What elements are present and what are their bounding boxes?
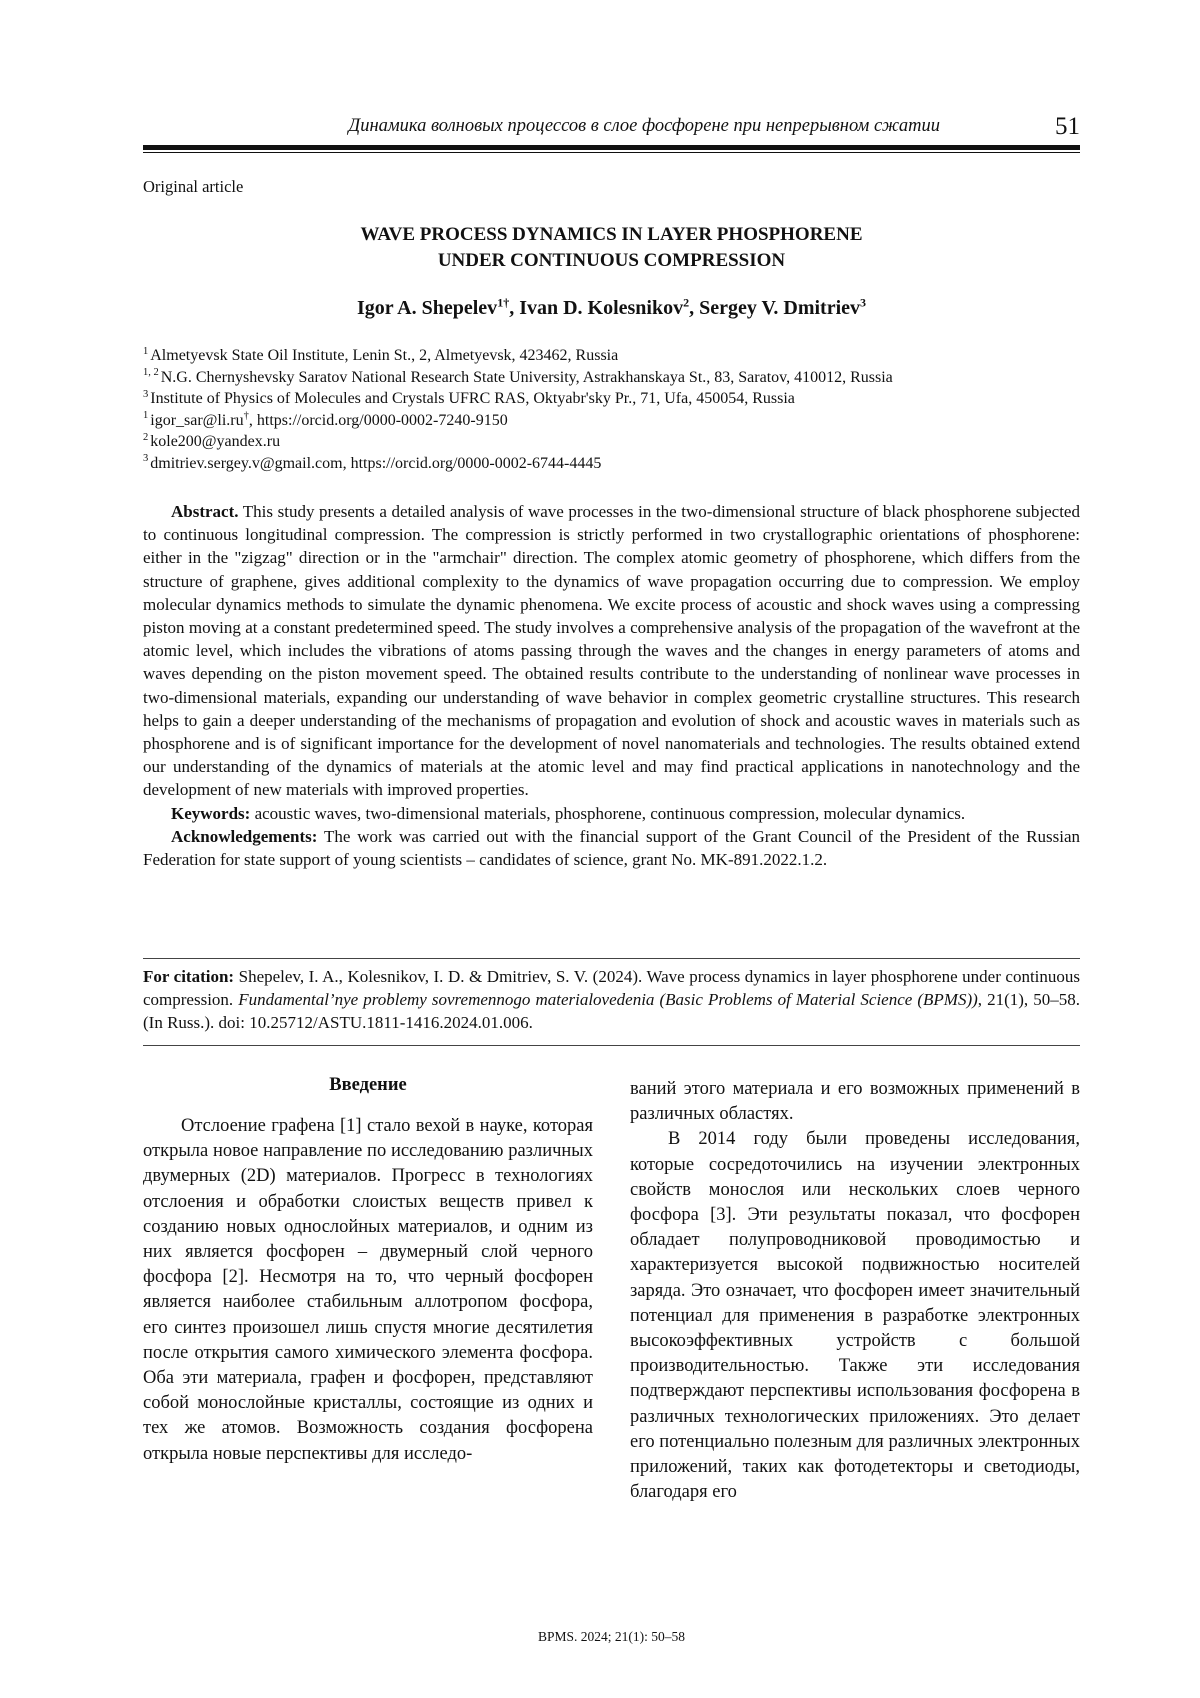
keywords-label: Keywords:: [171, 803, 251, 823]
article-title: [143, 222, 1080, 274]
body-paragraph-continuation: ваний этого материала и его возможных применений в различных областях.: [630, 1079, 1080, 1125]
orcid-link[interactable]: , https://orcid.org/0000-0002-7240-9150: [248, 411, 508, 429]
author-sup: 3: [860, 295, 867, 310]
author-name: Sergey V. Dmitriev: [699, 297, 861, 319]
author-sup: 1†: [497, 295, 510, 310]
abstract-label: Abstract.: [171, 502, 239, 521]
affiliation-sup: 1: [143, 345, 149, 357]
body-column-right: [630, 1077, 1080, 1505]
citation-paragraph: [143, 965, 1080, 1035]
author-name: Ivan D. Kolesnikov: [519, 297, 684, 319]
title-line-1: WAVE PROCESS DYNAMICS IN LAYER PHOSPHORENE: [360, 224, 863, 245]
affiliation-sup: 3: [143, 388, 149, 400]
affiliation-line: [143, 345, 1080, 367]
affiliation-line: [143, 367, 1080, 389]
author-name: Igor A. Shepelev: [356, 297, 498, 319]
contact-sup: 2: [143, 431, 149, 443]
abstract-paragraph: [143, 500, 1080, 802]
body-paragraph: Отслоение графена [1] стало вехой в науке, которая открыла новое направление по исследованию различных двумерных (2D) материалов. Прогресс в технологиях отслоения и обработки слоистых веществ привел к созданию новых однослойных материалов, и одним из них является фосфорен – двумерный слой черного фосфора [2]. Несмотря на то, что черный фосфорен является наиболее стабильным аллотропом фосфора, его синтез произошел лишь спустя многие десятилетия после открытия самого химического элемента фосфора. Оба эти материала, графен и фосфорен, представляют собой монослойные кристаллы, состоящие из одних и тех же атомов. Возможность создания фосфорена открыла новые перспективы для исследо-: [143, 1116, 593, 1464]
author-sup: 2: [683, 295, 690, 310]
affiliation-text: N.G. Chernyshevsky Saratov National Research State University, Astrakhanskaya St., 83, Saratov, 410012, Russia: [160, 368, 893, 386]
contact-sup: 1: [143, 410, 149, 422]
page-footer: BPMS. 2024; 21(1): 50–58: [537, 1629, 686, 1644]
keywords-text: acoustic waves, two-dimensional materials, phosphorene, continuous compression, molecular dynamics.: [254, 803, 966, 823]
email-link[interactable]: igor_sar@li.ru: [150, 411, 244, 429]
acknowledgements-text: The work was carried out with the financial support of the Grant Council of the President of the Russian Federation for state support of young scientists – candidates of science, grant No. MK-891.2022.1.2.: [143, 826, 1080, 870]
citation-text: Shepelev, I. A., Kolesnikov, I. D. & Dmitriev, S. V. (2024). Wave process dynamics in layer phosphorene under continuous compression.: [143, 967, 1080, 1010]
contact-line: [143, 410, 1080, 432]
orcid-link[interactable]: , https://orcid.org/0000-0002-6744-4445: [342, 454, 602, 472]
body-column-left: [143, 1073, 593, 1467]
affiliations: [143, 345, 1080, 474]
section-heading: Введение: [329, 1075, 407, 1095]
corresponding-mark: †: [243, 410, 249, 422]
keywords-paragraph: [143, 802, 1080, 825]
body-paragraph: В 2014 году были проведены исследования, которые сосредоточились на изучении электронных свойств монослоя или нескольких слоев черного фосфора [3]. Эти результаты показал, что фосфорен обладает полупроводниковой проводимостью и характеризуется высокой подвижностью носителей заряда. Это означает, что фосфорен имеет значительный потенциал для применения в разработке электронных высокоэффективных устройств с большой производительностью. Также эти исследования подтверждают перспективы использования фосфорена в различных технологических приложениях. Это делает его потенциально полезным для различных электронных приложений, таких как фотодетекторы и светодиоды, благодаря его: [630, 1129, 1080, 1503]
running-title: Динамика волновых процессов в слое фосфорене при непрерывном сжатии: [348, 116, 940, 136]
title-line-2: UNDER CONTINUOUS COMPRESSION: [437, 250, 786, 271]
header-rule-thick: [143, 145, 1080, 150]
email-link[interactable]: dmitriev.sergey.v@gmail.com: [150, 454, 343, 472]
affiliation-sup: 1, 2: [143, 367, 159, 379]
email-link[interactable]: kole200@yandex.ru: [150, 433, 281, 450]
contact-line: [143, 453, 1080, 475]
citation-doi: , 21(1), 50–58. (In Russ.). doi: 10.25712/ASTU.1811-1416.2024.01.006.: [143, 990, 1080, 1033]
contact-sup: 3: [143, 453, 149, 465]
acknowledgements-paragraph: [143, 825, 1080, 871]
citation-label: For citation:: [143, 967, 235, 986]
article-type: Original article: [143, 177, 244, 196]
affiliation-line: [143, 388, 1080, 410]
abstract-text: This study presents a detailed analysis of wave processes in the two-dimensional structure of black phosphorene subjected to continuous longitudinal compression. The compression is strictly performed in two crystallographic orientations of phosphorene: either in the "zigzag" direction or in the "armchair" direction. The complex atomic geometry of phosphorene, which differs from the structure of graphene, gives additional complexity to the dynamics of wave propagation occurring due to compression. We employ molecular dynamics methods to simulate the dynamic phenomena. We excite process of acoustic and shock waves using a compressing piston moving at a constant predetermined speed. The study involves a comprehensive analysis of the propagation of the wavefront at the atomic level, which includes the vibrations of atoms passing through the waves and the changes in energy parameters of atoms and waves depending on the piston movement speed. The obtained results contribute to the understanding of nonlinear wave processes in two-dimensional materials, expanding our understanding of wave behavior in complex geometric crystalline structures. This research helps to gain a deeper understanding of the mechanisms of propagation and evolution of shock and acoustic waves in materials such as phosphorene and is of significant importance for the development of novel nanomaterials and technologies. The results obtained extend our understanding of the dynamics of materials at the atomic level and may find practical applications in nanotechnology and the development of new materials with improved properties.: [143, 502, 1080, 800]
abstract-block: [143, 500, 1080, 871]
citation-rule-bottom: [143, 1045, 1080, 1046]
journal-page: [143, 0, 1080, 1698]
running-header: [143, 113, 1080, 147]
contact-line: [143, 431, 1080, 453]
acknowledgements-label: Acknowledgements:: [171, 826, 318, 846]
affiliation-text: Almetyevsk State Oil Institute, Lenin St., 2, Almetyevsk, 423462, Russia: [150, 347, 619, 364]
page-number: 51: [1055, 113, 1080, 140]
header-rule-thin: [143, 152, 1080, 153]
affiliation-text: Institute of Physics of Molecules and Crystals UFRC RAS, Oktyabr'sky Pr., 71, Ufa, 450054, Russia: [150, 390, 795, 407]
author-list: Igor A. Shepelev$^{1\dagger}$, Ivan D. Kolesnikov$^2$, Sergey V. Dmitriev$^3$: [356, 295, 867, 319]
citation-journal: Fundamental’nye problemy sovremennogo materialovedenia (Basic Problems of Material Science (BPMS)): [238, 990, 978, 1010]
citation-rule-top: [143, 958, 1080, 959]
citation-block: [143, 965, 1080, 1035]
